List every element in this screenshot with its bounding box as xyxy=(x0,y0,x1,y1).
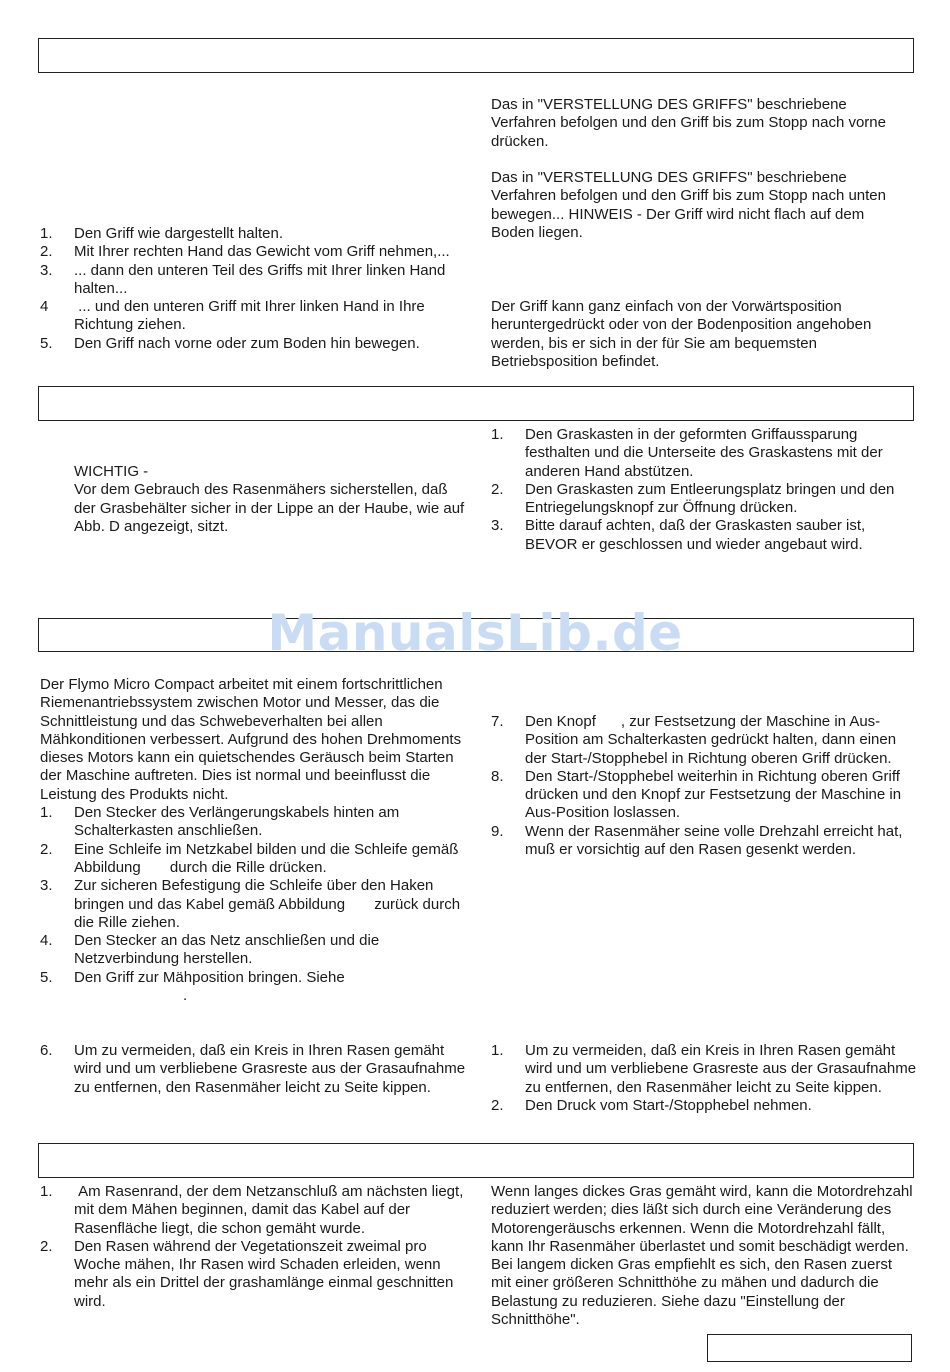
list-text: Den Graskasten zum Entleerungsplatz bringen und den Entriegelungsknopf zur Öffnung drücken. xyxy=(525,480,895,517)
list-item xyxy=(491,426,916,481)
list-number: 1. xyxy=(491,1042,504,1059)
list-number: 1. xyxy=(491,426,504,443)
list-number: 8. xyxy=(491,767,504,785)
list-item xyxy=(491,481,916,518)
list-text: Bitte darauf achten, daß der Graskasten sauber ist, BEVOR er geschlossen und wieder angebaut wird. xyxy=(525,517,866,553)
important-notice xyxy=(40,463,465,536)
list-text: Wenn der Rasenmäher seine volle Drehzahl erreicht hat, muß er vorsichtig auf den Rasen gesenkt werden. xyxy=(525,822,903,859)
important-text: Vor dem Gebrauch des Rasenmähers sicherstellen, daß der Grasbehälter sicher in der Lippe an der Haube, wie auf Abb. D angezeigt, sitzt. xyxy=(74,481,465,535)
intro-paragraph: Der Flymo Micro Compact arbeitet mit einem fortschrittlichen Riemenantriebssystem zwischen Motor und Messer, das die Schnittleistung und das Schwebeverhalten bei allen Mähkonditionen verbessert. Aufgrund des hohen Drehmoments dieses Motors kann ein quietschendes Geräusch beim Starten der Maschine auftreten. Dies ist normal und beeinflusst die Leistung des Produkts nicht. xyxy=(40,676,462,803)
section-header-handle xyxy=(38,38,914,73)
list-text: Den Knopf , zur Festsetzung der Maschine in Aus-Position am Schalterkasten gedrückt halten, dann einen der Start-/Stopphebel in Richtung oberen Griff drücken. xyxy=(525,713,901,767)
page-number-box xyxy=(707,1334,912,1362)
list-text: Um zu vermeiden, daß ein Kreis in Ihren Rasen gemäht wird und um verbliebene Grasreste aus der Grasaufnahme zu entfernen, den Rasenmäher leicht zu Seite kippen. xyxy=(525,1042,917,1096)
list-number: 2. xyxy=(40,1237,53,1255)
list-item xyxy=(40,804,465,841)
important-label: WICHTIG - xyxy=(74,463,149,480)
paragraph: Wenn langes dickes Gras gemäht wird, kann die Motordrehzahl reduziert werden; dies läßt sich durch eine Veränderung des Motorengeräuschs erkennen. Wenn die Motordrehzahl fällt, kann Ihr Rasenmäher überlastet und somit beschädigt werden. Bei langem dicken Gras empfiehlt es sich, den Rasen zuerst mit einer größeren Schnitthöhe zu mähen und dadurch die Belastung zu reduzieren. Siehe dazu "Einstellung der Schnitthöhe". xyxy=(491,1183,918,1329)
operation-left-column xyxy=(40,676,465,1005)
list-text: Am Rasenrand, der dem Netzanschluß am nächsten liegt, mit dem Mähen beginnen, damit das Kabel auf der Rasenfläche liegt, die schon gemäht wurde. xyxy=(74,1183,468,1237)
list-item xyxy=(40,932,465,969)
list-text: Um zu vermeiden, daß ein Kreis in Ihren Rasen gemäht wird und um verbliebene Grasreste aus der Grasaufnahme zu entfernen, den Rasenmäher leicht zu Seite kippen. xyxy=(74,1042,466,1096)
list-number: 5. xyxy=(40,334,53,352)
handle-steps-list xyxy=(40,225,470,353)
item5-tail: . xyxy=(183,987,188,1005)
mowing-tips-list xyxy=(40,1183,468,1311)
list-number: 1. xyxy=(40,804,53,822)
list-number: 5. xyxy=(40,968,53,986)
list-item xyxy=(491,517,916,554)
section-header-grassbox xyxy=(38,386,914,421)
list-text: Den Griff wie dargestellt halten. xyxy=(74,225,283,242)
list-text: Den Griff nach vorne oder zum Boden hin bewegen. xyxy=(74,334,420,352)
list-text: Den Druck vom Start-/Stopphebel nehmen. xyxy=(525,1096,812,1114)
list-number: 6. xyxy=(40,1042,53,1059)
list-text: Den Stecker des Verlängerungskabels hinten am Schalterkasten anschließen. xyxy=(74,804,400,840)
list-number: 3. xyxy=(491,517,504,535)
list-number: 4. xyxy=(40,932,53,950)
list-item xyxy=(40,225,470,243)
list-number: 2. xyxy=(491,1096,504,1114)
list-number: 2. xyxy=(40,243,53,261)
list-text: Mit Ihrer rechten Hand das Gewicht vom Griff nehmen,... xyxy=(74,243,450,261)
list-text: Den Griff zur Mähposition bringen. Siehe xyxy=(74,968,345,986)
handle-forward-paragraph xyxy=(491,96,911,151)
handle-adjust-paragraph xyxy=(491,298,911,371)
list-item xyxy=(40,243,470,261)
list-text: Zur sicheren Befestigung die Schleife über den Haken bringen und das Kabel gemäß Abbildung zurück durch die Rille ziehen. xyxy=(74,877,465,931)
list-item xyxy=(40,262,470,299)
list-item xyxy=(40,1183,468,1238)
list-number: 3. xyxy=(40,877,53,895)
section-header-mowing-tips xyxy=(38,1143,914,1178)
list-number: 2. xyxy=(491,480,504,498)
list-text: Den Graskasten in der geformten Griffaussparung festhalten und die Unterseite des Graskastens mit der anderen Hand abstützen. xyxy=(525,426,883,480)
list-item xyxy=(40,969,465,987)
stop-steps-list xyxy=(491,1042,919,1115)
list-item xyxy=(40,1238,465,1311)
paragraph: Das in "VERSTELLUNG DES GRIFFS" beschriebene Verfahren befolgen und den Griff bis zum Stopp nach vorne drücken. xyxy=(491,96,886,150)
list-item xyxy=(40,877,465,932)
list-item xyxy=(40,1042,468,1097)
list-number: 1. xyxy=(40,225,53,242)
list-number: 3. xyxy=(40,261,53,279)
start-steps-list xyxy=(491,713,916,859)
list-number: 2. xyxy=(40,840,53,858)
list-item xyxy=(491,768,916,823)
list-number: 9. xyxy=(491,822,504,840)
list-text: Den Start-/Stopphebel weiterhin in Richtung oberen Griff drücken und den Knopf zur Festsetzung der Maschine in Aus-Position loslassen. xyxy=(525,767,902,822)
list-text: ... dann den unteren Teil des Griffs mit Ihrer linken Hand halten... xyxy=(74,261,446,297)
list-number: 4 xyxy=(40,298,49,316)
long-grass-paragraph xyxy=(491,1183,918,1329)
list-text: Den Stecker an das Netz anschließen und die Netzverbindung herstellen. xyxy=(74,932,380,968)
list-item xyxy=(40,335,470,353)
list-number: 1. xyxy=(40,1183,53,1200)
handle-down-paragraph xyxy=(491,169,911,242)
list-item xyxy=(491,713,916,768)
paragraph: Das in "VERSTELLUNG DES GRIFFS" beschriebene Verfahren befolgen und den Griff bis zum Stopp nach unten bewegen... HINWEIS - Der Griff wird nicht flach auf dem Boden liegen. xyxy=(491,169,886,241)
list-item xyxy=(40,298,470,335)
list-number: 7. xyxy=(491,713,504,730)
list-item xyxy=(40,841,465,878)
list-item xyxy=(491,823,916,860)
tilt-step xyxy=(40,1042,468,1097)
list-item xyxy=(491,1097,919,1115)
list-text: Eine Schleife im Netzkabel bilden und die Schleife gemäß Abbildung durch die Rille drücken. xyxy=(74,840,462,876)
list-item xyxy=(491,1042,919,1097)
watermark: ManualsLib.de xyxy=(267,604,683,662)
grassbox-steps-list xyxy=(491,426,916,554)
list-text: ... und den unteren Griff mit Ihrer linken Hand in Ihre Richtung ziehen. xyxy=(74,298,429,334)
list-text: Den Rasen während der Vegetationszeit zweimal pro Woche mähen, Ihr Rasen wird Schaden erleiden, wenn mehr als ein Drittel der grashamlänge einmal geschnitten wird. xyxy=(74,1237,454,1310)
paragraph: Der Griff kann ganz einfach von der Vorwärtsposition heruntergedrückt oder von der Bodenposition angehoben werden, bis er sich in der für Sie am bequemsten Betriebsposition befindet. xyxy=(491,298,872,370)
